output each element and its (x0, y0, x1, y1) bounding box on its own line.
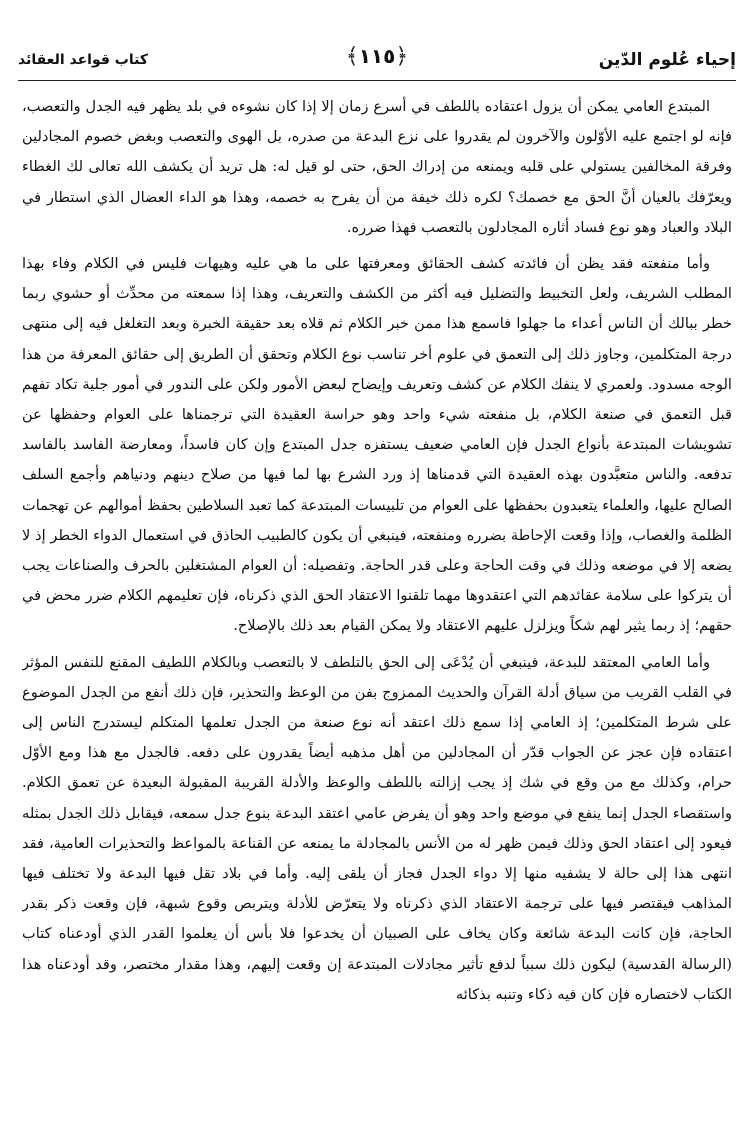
header-divider (18, 80, 736, 81)
page-number-ornament (346, 44, 408, 69)
main-text (22, 92, 732, 1104)
chapter-title: كتاب قواعد العقائد (18, 52, 148, 68)
paragraph: وأما العامي المعتقد للبدعة، فينبغي أن يُدْعَى إلى الحق بالتلطف لا بالتعصب وبالكلام اللطيف المقنع للنفس المؤثر في القلب القريب من سياق أدلة القرآن والحديث الممزوج بفن من الوعظ والتحذير، فإن ذلك أنفع من الجدل الموضوع على شرط المتكلمين؛ إذ العامي إذا سمع ذلك اعتقد أنه نوع صنعة من الجدل تعلمها المتكلم ليستدرج الناس إلى اعتقاده فإن عجز عن الجواب قدّر أن المجادلين من أهل مذهبه أيضاً يقدرون على دفعه. فالجدل مع هذا ومع الأوّل حرام، وكذلك مع من وقع في شك إذ يجب إزالته باللطف والوعظ والأدلة القريبة المقبولة البعيدة عن تعمق الكلام. واستقصاء الجدل إنما ينفع في موضع واحد وهو أن يفرض عامي اعتقد البدعة بنوع جدل سمعه، فيقابل ذلك الجدل بمثله فيعود إلى اعتقاد الحق وذلك فيمن ظهر له من الأنس بالمجادلة ما يمنعه عن القناعة بالمواعظ والتحذيرات العامية، فقد انتهى هذا إلى حالة لا يشفيه منها إلا دواء الجدل فجاز أن يلقى إليه. وأما في بلاد تقل فيها البدعة ولا تختلف فيها المذاهب فيقتصر فيها على ترجمة الاعتقاد الذي ذكرناه ولا يتعرّض للأدلة ويتربص وقوع شبهة، فإن وقعت ذكر بقدر الحاجة، فإن كانت البدعة شائعة وكان يخاف على الصبيان أن يخدعوا فلا بأس أن يعلموا القدر الذي أودعناه كتاب (الرسالة القدسية) ليكون ذلك سبباً لدفع تأثير مجادلات المبتدعة إن وقعت إليهم، وهذا مقدار مختصر، وقد أودعناه هذا الكتاب لاختصاره فإن كان فيه ذكاء وتنبه بذكائه (22, 653, 732, 1003)
page-number: ١١٥ (358, 44, 396, 68)
ornament-bracket-left: ﴿ (395, 44, 409, 69)
running-header (18, 40, 736, 84)
book-title: إحياء عُلوم الدّين (598, 50, 736, 70)
paragraph: وأما منفعته فقد يظن أن فائدته كشف الحقائق ومعرفتها على ما هي عليه وهيهات فليس في الكلام وفاء بهذا المطلب الشريف، ولعل التخبيط والتضليل فيه أكثر من الكشف والتعريف، وهذا إذا سمعته من محدِّث أو حشوي ربما خطر ببالك أن الناس أعداء ما جهلوا فاسمع هذا ممن خبر الكلام ثم قلاه بعد حقيقة الخبرة وبعد التغلغل فيه إلى منتهى درجة المتكلمين، وجاوز ذلك إلى التعمق في علوم أخر تناسب نوع الكلام وتحقق أن الطريق إلى حقائق المعرفة من هذا الوجه مسدود. ولعمري لا ينفك الكلام عن كشف وتعريف وإيضاح لبعض الأمور ولكن على الندور في أمور جلية تكاد تفهم قبل التعمق في صنعة الكلام، بل منفعته شيء واحد وهو حراسة العقيدة التي ترجمناها على العوام وحفظها عن تشويشات المبتدعة بأنواع الجدل فإن العامي ضعيف يستفزه جدل المبتدع وإن كان فاسداً، ومعارضة الفاسد بالفاسد تدفعه. والناس متعبَّدون بهذه العقيدة التي قدمناها إذ ورد الشرع بها لما فيها من صلاح دينهم ودنياهم وأجمع السلف الصالح عليها، والعلماء يتعبدون بحفظها على العوام من تلبيسات المبتدعة كما تعبد السلاطين بحفظ أموالهم عن تهجمات الظلمة والغصاب، وإذا وقعت الإحاطة بضرره ومنفعته، فينبغي أن يكون كالطبيب الحاذق في استعمال الدواء الخطر إذ لا يضعه إلا في موضعه وذلك في وقت الحاجة وعلى قدر الحاجة. وتفصيله: أن العوام المشتغلين بالحرف والصناعات يجب أن يتركوا على سلامة عقائدهم التي اعتقدوها مهما تلقنوا الاعتقاد الحق الذي ذكرناه، فإن تعليمهم الكلام ضرر محض في حقهم؛ إذ ربما يثير لهم شكاً ويزلزل عليهم الاعتقاد ولا يمكن القيام بعد ذلك بالإصلاح. (22, 255, 732, 635)
paragraph: المبتدع العامي يمكن أن يزول اعتقاده باللطف في أسرع زمان إلا إذا كان نشوءه في بلد يظهر فيه الجدل والتعصب، فإنه لو اجتمع عليه الأوّلون والآخرون لم يقدروا على نزع البدعة من صدره، بل الهوى والتعصب وبغض خصوم المجادلين وفرقة المخالفين يستولي على قلبه ويمنعه من إدراك الحق، حتى لو قيل له: هل تريد أن يكشف الله تعالى لك الغطاء ويعرّفك بالعيان أنَّ الحق مع خصمك؟ لكره ذلك خيفة من أن يفرح به خصمه، وهذا هو الداء العضال الذي استطار في البلاد والعباد وهو نوع فساد أثاره المجادلون بالتعصب فهذا ضرره. (22, 98, 732, 236)
ornament-bracket-right: ﴾ (345, 44, 359, 69)
